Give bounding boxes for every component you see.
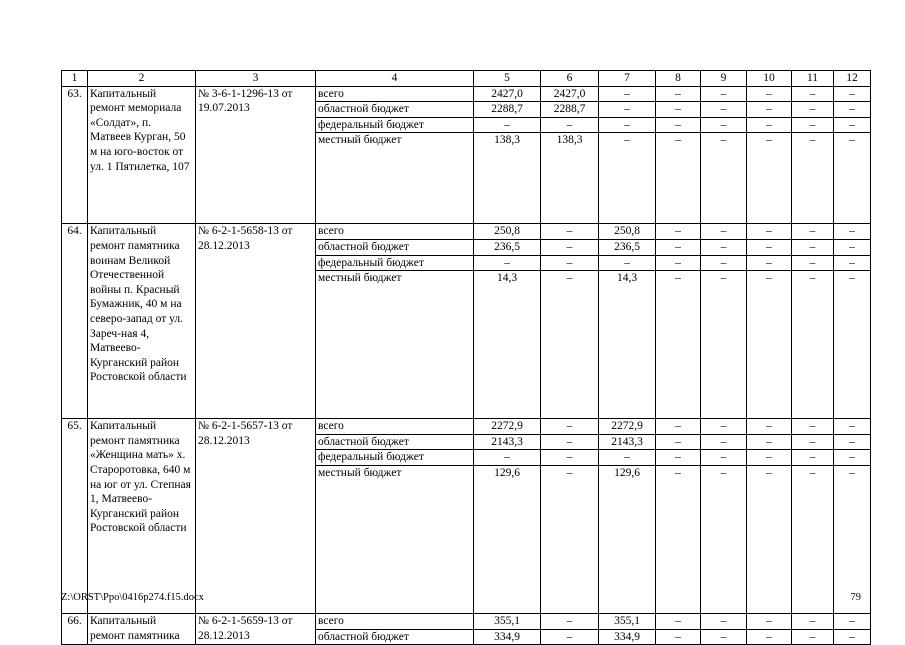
table-row — [62, 224, 871, 240]
amount-cell: – — [541, 271, 599, 419]
decree-reference: № 3-6-1-1296-13 от 19.07.2013 — [196, 86, 316, 224]
budget-source: федеральный бюджет — [316, 450, 474, 466]
amount-cell: – — [792, 434, 834, 450]
amount-cell: – — [541, 465, 599, 613]
amount-cell: – — [834, 419, 871, 435]
amount-cell: 236,5 — [474, 239, 541, 255]
budget-source: областной бюджет — [316, 629, 474, 645]
budget-source: местный бюджет — [316, 271, 474, 419]
amount-cell: – — [656, 271, 701, 419]
amount-cell: 2272,9 — [599, 419, 656, 435]
amount-cell: – — [834, 613, 871, 629]
amount-cell: – — [701, 629, 747, 645]
amount-cell: 138,3 — [474, 133, 541, 224]
table-row — [62, 86, 871, 102]
amount-cell: – — [834, 117, 871, 133]
amount-cell: – — [792, 133, 834, 224]
amount-cell: – — [747, 86, 792, 102]
amount-cell: – — [701, 86, 747, 102]
amount-cell: – — [747, 102, 792, 118]
column-number-row — [62, 71, 871, 87]
amount-cell: – — [834, 224, 871, 240]
amount-cell: – — [541, 450, 599, 466]
amount-cell: – — [701, 255, 747, 271]
budget-source: местный бюджет — [316, 133, 474, 224]
amount-cell: – — [792, 465, 834, 613]
budget-source: всего — [316, 224, 474, 240]
amount-cell: – — [747, 419, 792, 435]
amount-cell: 129,6 — [474, 465, 541, 613]
amount-cell: 129,6 — [599, 465, 656, 613]
amount-cell: – — [541, 613, 599, 629]
footer-page-number: 79 — [850, 592, 861, 603]
budget-source: всего — [316, 613, 474, 629]
amount-cell: – — [656, 450, 701, 466]
amount-cell: – — [834, 255, 871, 271]
amount-cell: – — [656, 239, 701, 255]
amount-cell: – — [792, 419, 834, 435]
amount-cell: – — [792, 86, 834, 102]
amount-cell: 2272,9 — [474, 419, 541, 435]
budget-source: всего — [316, 86, 474, 102]
amount-cell: 334,9 — [474, 629, 541, 645]
column-number-cell: 9 — [701, 71, 747, 87]
amount-cell: – — [792, 117, 834, 133]
decree-reference: № 6-2-1-5659-13 от 28.12.2013 — [196, 613, 316, 644]
decree-reference: № 6-2-1-5657-13 от 28.12.2013 — [196, 419, 316, 614]
amount-cell: 2427,0 — [474, 86, 541, 102]
amount-cell: – — [599, 133, 656, 224]
amount-cell: – — [747, 629, 792, 645]
amount-cell: – — [834, 271, 871, 419]
amount-cell: – — [599, 255, 656, 271]
amount-cell: – — [747, 465, 792, 613]
amount-cell: – — [656, 102, 701, 118]
amount-cell: – — [834, 465, 871, 613]
amount-cell: – — [656, 224, 701, 240]
amount-cell: – — [747, 255, 792, 271]
amount-cell: 2427,0 — [541, 86, 599, 102]
amount-cell: – — [747, 450, 792, 466]
budget-source: всего — [316, 419, 474, 435]
amount-cell: – — [701, 102, 747, 118]
table-row — [62, 419, 871, 435]
amount-cell: – — [701, 434, 747, 450]
amount-cell: 250,8 — [599, 224, 656, 240]
budget-source: областной бюджет — [316, 434, 474, 450]
amount-cell: – — [747, 271, 792, 419]
amount-cell: – — [701, 271, 747, 419]
amount-cell: – — [792, 271, 834, 419]
amount-cell: – — [541, 255, 599, 271]
column-number-cell: 4 — [316, 71, 474, 87]
amount-cell: – — [599, 450, 656, 466]
budget-source: областной бюджет — [316, 239, 474, 255]
table-body — [62, 71, 871, 645]
column-number-cell: 1 — [62, 71, 88, 87]
amount-cell: – — [656, 255, 701, 271]
amount-cell: – — [792, 224, 834, 240]
amount-cell: – — [656, 133, 701, 224]
table-row — [62, 613, 871, 629]
amount-cell: – — [701, 613, 747, 629]
amount-cell: – — [747, 224, 792, 240]
amount-cell: – — [656, 613, 701, 629]
amount-cell: – — [834, 450, 871, 466]
amount-cell: – — [656, 117, 701, 133]
object-description: Капитальный ремонт памятника воинам Великой Отечественной войны п. Красный Бумажник, 40 м на северо-запад от ул. Зареч-ная 4, Матвеево-Курганский район Ростовской области — [88, 224, 196, 419]
amount-cell: 2143,3 — [474, 434, 541, 450]
amount-cell: – — [656, 629, 701, 645]
decree-reference: № 6-2-1-5658-13 от 28.12.2013 — [196, 224, 316, 419]
amount-cell: – — [834, 239, 871, 255]
row-number: 64. — [62, 224, 88, 419]
amount-cell: – — [834, 102, 871, 118]
amount-cell: – — [701, 450, 747, 466]
amount-cell: – — [541, 434, 599, 450]
column-number-cell: 12 — [834, 71, 871, 87]
amount-cell: – — [747, 239, 792, 255]
amount-cell: – — [701, 117, 747, 133]
amount-cell: – — [474, 450, 541, 466]
amount-cell: 2143,3 — [599, 434, 656, 450]
budget-source: областной бюджет — [316, 102, 474, 118]
amount-cell: – — [834, 434, 871, 450]
object-description: Капитальный ремонт памятника — [88, 613, 196, 644]
amount-cell: – — [792, 613, 834, 629]
amount-cell: – — [792, 239, 834, 255]
amount-cell: – — [747, 133, 792, 224]
amount-cell: – — [792, 629, 834, 645]
amount-cell: 355,1 — [474, 613, 541, 629]
amount-cell: 334,9 — [599, 629, 656, 645]
amount-cell: – — [701, 465, 747, 613]
column-number-cell: 2 — [88, 71, 196, 87]
amount-cell: – — [834, 629, 871, 645]
amount-cell: – — [701, 224, 747, 240]
amount-cell: – — [834, 133, 871, 224]
amount-cell: – — [541, 224, 599, 240]
amount-cell: – — [656, 419, 701, 435]
amount-cell: – — [834, 86, 871, 102]
row-number: 65. — [62, 419, 88, 614]
amount-cell: – — [656, 434, 701, 450]
column-number-cell: 8 — [656, 71, 701, 87]
row-number: 63. — [62, 86, 88, 224]
object-description: Капитальный ремонт мемориала «Солдат», п. Матвеев Курган, 50 м на юго-восток от ул. 1 Пятилетка, 107 — [88, 86, 196, 224]
column-number-cell: 5 — [474, 71, 541, 87]
amount-cell: – — [701, 239, 747, 255]
amount-cell: 138,3 — [541, 133, 599, 224]
amount-cell: – — [541, 419, 599, 435]
column-number-cell: 7 — [599, 71, 656, 87]
amount-cell: – — [656, 86, 701, 102]
amount-cell: – — [474, 117, 541, 133]
amount-cell: – — [599, 86, 656, 102]
amount-cell: – — [474, 255, 541, 271]
amount-cell: – — [701, 419, 747, 435]
amount-cell: – — [701, 133, 747, 224]
budget-table — [61, 70, 871, 645]
amount-cell: 14,3 — [599, 271, 656, 419]
budget-source: федеральный бюджет — [316, 117, 474, 133]
budget-source: местный бюджет — [316, 465, 474, 613]
column-number-cell: 11 — [792, 71, 834, 87]
amount-cell: – — [747, 613, 792, 629]
amount-cell: – — [792, 102, 834, 118]
amount-cell: 236,5 — [599, 239, 656, 255]
amount-cell: – — [541, 239, 599, 255]
amount-cell: – — [599, 117, 656, 133]
amount-cell: 2288,7 — [541, 102, 599, 118]
amount-cell: – — [656, 465, 701, 613]
amount-cell: 14,3 — [474, 271, 541, 419]
amount-cell: 355,1 — [599, 613, 656, 629]
object-description: Капитальный ремонт памятника «Женщина мать» х. Староротовка, 640 м на юг от ул. Степная 1, Матвеево-Курганский район Ростовской области — [88, 419, 196, 614]
budget-source: федеральный бюджет — [316, 255, 474, 271]
footer-file-path: Z:\ORST\Ppo\0416p274.f15.docx — [61, 592, 204, 603]
amount-cell: 2288,7 — [474, 102, 541, 118]
amount-cell: – — [792, 255, 834, 271]
row-number: 66. — [62, 613, 88, 644]
amount-cell: – — [792, 450, 834, 466]
column-number-cell: 10 — [747, 71, 792, 87]
column-number-cell: 3 — [196, 71, 316, 87]
amount-cell: – — [541, 117, 599, 133]
amount-cell: 250,8 — [474, 224, 541, 240]
amount-cell: – — [747, 117, 792, 133]
column-number-cell: 6 — [541, 71, 599, 87]
amount-cell: – — [541, 629, 599, 645]
amount-cell: – — [599, 102, 656, 118]
amount-cell: – — [747, 434, 792, 450]
